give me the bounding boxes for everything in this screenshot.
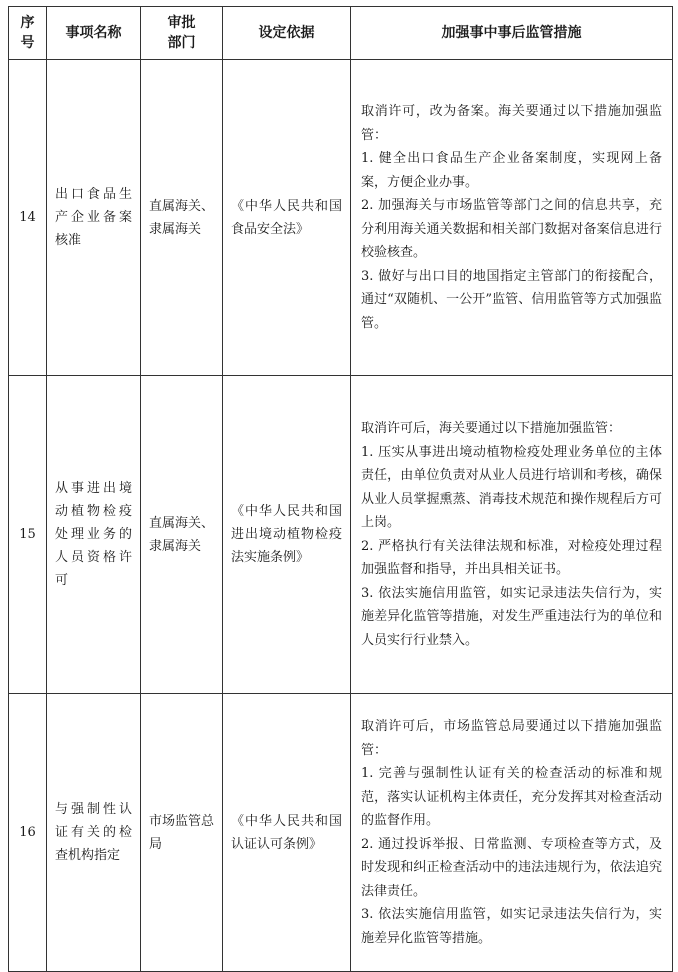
table-row bbox=[9, 60, 673, 376]
approval-department: 直属海关、隶属海关 bbox=[141, 376, 223, 694]
measure-item: 3. 依法实施信用监管，如实记录违法失信行为，实施差异化监管等措施。 bbox=[361, 907, 662, 946]
header-number: 序号 bbox=[9, 7, 47, 60]
supervision-measures bbox=[351, 694, 673, 972]
measure-item: 1. 压实从事进出境动植物检疫处理业务单位的主体责任，由单位负责对从业人员进行培训和考核，确保从业人员掌握熏蒸、消毒技术规范和操作规程后方可上岗。 bbox=[361, 444, 662, 530]
measure-item: 1. 健全出口食品生产企业备案制度，实现网上备案，方便企业办事。 bbox=[361, 151, 662, 190]
measure-item: 3. 做好与出口目的地国指定主管部门的衔接配合，通过“双随机、一公开”监管、信用监管等方式加强监管。 bbox=[361, 268, 662, 331]
header-legal-basis: 设定依据 bbox=[223, 7, 351, 60]
measure-item: 3. 依法实施信用监管，如实记录违法失信行为，实施差异化监管等措施，对发生严重违法行为的单位和人员实行行业禁入。 bbox=[361, 585, 662, 648]
legal-basis: 《中华人民共和国食品安全法》 bbox=[223, 60, 351, 376]
legal-basis: 《中华人民共和国进出境动植物检疫法实施条例》 bbox=[223, 376, 351, 694]
item-name: 从事进出境动植物检疫处理业务的人员资格许可 bbox=[47, 376, 141, 694]
legal-basis: 《中华人民共和国认证认可条例》 bbox=[223, 694, 351, 972]
measure-intro: 取消许可后，市场监管总局要通过以下措施加强监管： bbox=[361, 719, 662, 758]
table-row bbox=[9, 694, 673, 972]
regulation-table bbox=[8, 6, 673, 972]
header-measures: 加强事中事后监管措施 bbox=[351, 7, 673, 60]
measure-item: 2. 通过投诉举报、日常监测、专项检查等方式，及时发现和纠正检查活动中的违法违规行为，依法追究法律责任。 bbox=[361, 836, 662, 899]
header-item-name: 事项名称 bbox=[47, 7, 141, 60]
approval-department: 市场监管总局 bbox=[141, 694, 223, 972]
header-department: 审批部门 bbox=[141, 7, 223, 60]
measure-item: 2. 加强海关与市场监管等部门之间的信息共享，充分利用海关通关数据和相关部门数据对备案信息进行校验核查。 bbox=[361, 198, 662, 260]
table-row bbox=[9, 376, 673, 694]
measure-intro: 取消许可，改为备案。海关要通过以下措施加强监管： bbox=[361, 104, 662, 143]
row-number: 15 bbox=[9, 376, 47, 694]
supervision-measures bbox=[351, 60, 673, 376]
supervision-measures bbox=[351, 376, 673, 694]
row-number: 14 bbox=[9, 60, 47, 376]
measure-intro: 取消许可后，海关要通过以下措施加强监管： bbox=[361, 421, 622, 436]
measure-item: 1. 完善与强制性认证有关的检查活动的标准和规范，落实认证机构主体责任，充分发挥其对检查活动的监督作用。 bbox=[361, 766, 662, 828]
measure-item: 2. 严格执行有关法律法规和标准，对检疫处理过程加强监督和指导，并出具相关证书。 bbox=[361, 538, 662, 577]
approval-department: 直属海关、隶属海关 bbox=[141, 60, 223, 376]
row-number: 16 bbox=[9, 694, 47, 972]
item-name: 与强制性认证有关的检查机构指定 bbox=[47, 694, 141, 972]
item-name: 出口食品生产企业备案核准 bbox=[47, 60, 141, 376]
table-header-row bbox=[9, 7, 673, 60]
document-page bbox=[8, 6, 672, 972]
